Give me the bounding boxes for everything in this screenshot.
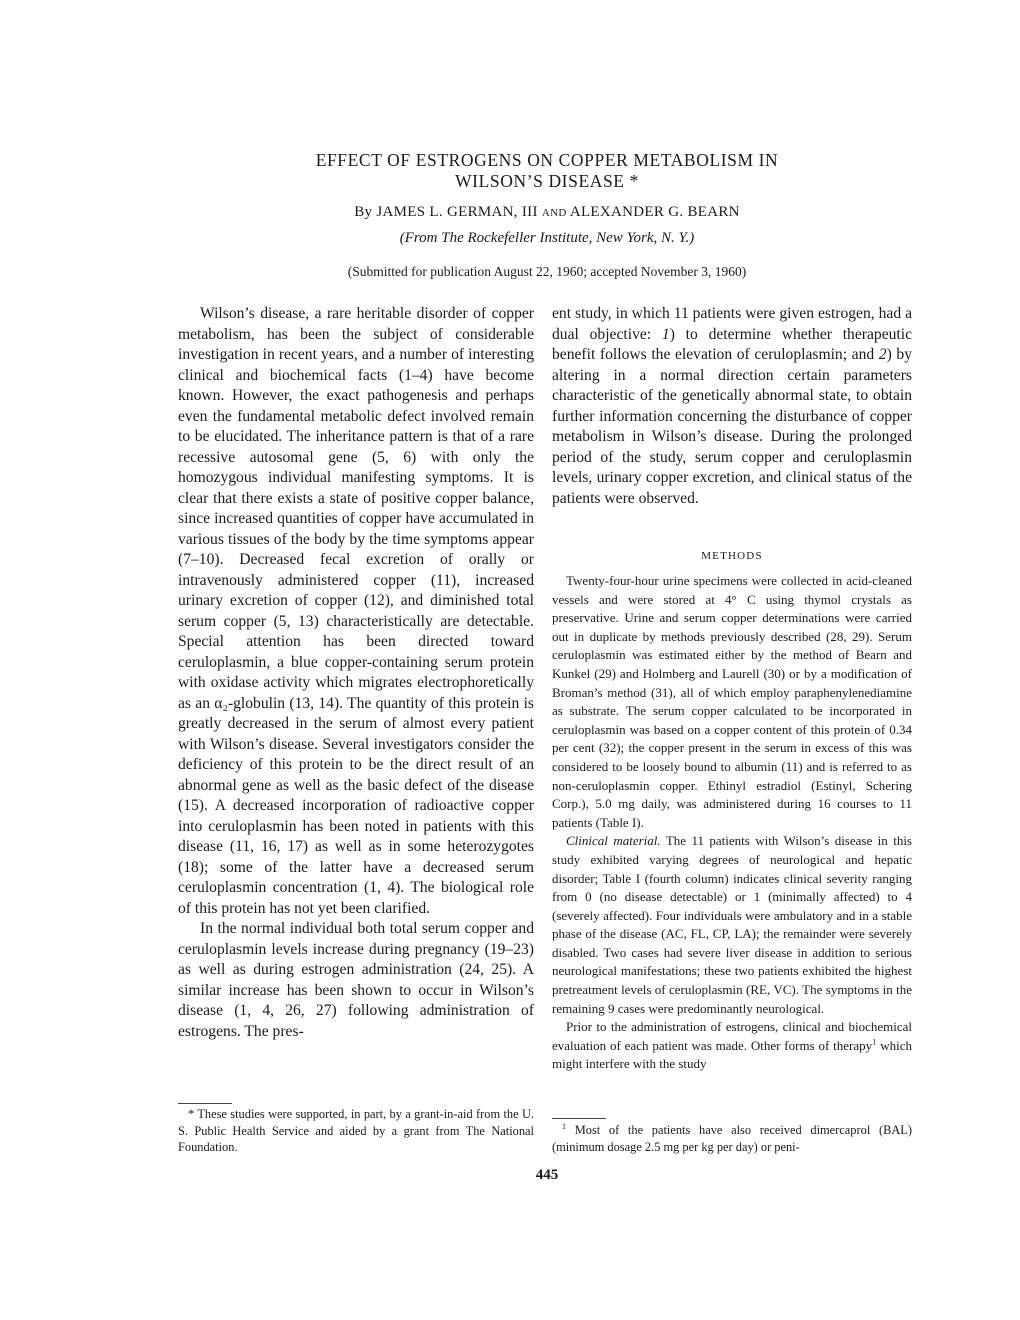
prior-text-a: Prior to the administration of estrogens, clinical and biochemical evaluation of each patient was made. Other forms of therapy xyxy=(552,1019,912,1053)
intro-paragraph-1: Wilson’s disease, a rare heritable disorder of copper metabolism, has been the subject of considerable investigation in recent years, and a number of interesting clinical and biochemical facts (1–4) have become known. However, the exact pathogenesis and perhaps even the fundamental metabolic defect involved remain to be elucidated. The inheritance pattern is that of a rare recessive autosomal gene (5, 6) with only the homozygous individual manifesting symptoms. It is clear that there exists a state of positive copper balance, since increased quantities of copper have accumulated in various tissues of the body by the time symptoms appear (7–10). Decreased fecal excretion of orally or intravenously administered copper (11), increased urinary excretion of copper (12), and diminished total serum copper (5, 13) characteristically are detectable. Special attention has been directed toward ceruloplasmin, a blue copper-containing serum protein with oxidase activity which migrates electrophoretically as an α₂-globulin (13, 14). The quantity of this protein is greatly decreased in the serum of almost every patient with Wilson’s disease. Several investigators consider the deficiency of this protein to be the direct result of an abnormal gene as well as the basic defect of the disease (15). A decreased incorporation of radioactive copper into ceruloplasmin has been noted in patients with this disease (11, 16, 17) as well as in some heterozygotes (18); some of the latter have a decreased serum ceruloplasmin concentration (1, 4). The biological role of this protein has not yet been clarified. xyxy=(178,305,534,917)
objective-number-2: 2 xyxy=(878,346,887,363)
footnote-therapy-marker: 1 xyxy=(562,1121,567,1131)
left-column xyxy=(178,304,534,1042)
prior-footnote-ref: 1 xyxy=(872,1036,877,1047)
title-line-1: EFFECT OF ESTROGENS ON COPPER METABOLISM IN xyxy=(315,150,779,170)
author-german: JAMES L. GERMAN, III xyxy=(376,204,538,220)
right-column-intro xyxy=(552,304,912,509)
prior-paragraph xyxy=(552,1018,912,1074)
clinical-material-text: The 11 patients with Wilson’s disease in this study exhibited varying degrees of neurological and hepatic disorder; Table I (fourth column) indicates clinical severity ranging from 0 (no disease detectable) or 1 (minimally affected) to 4 (severely affected). Four individuals were ambulatory and in a stable phase of the disease (AC, FL, CP, LA); the remainder were severely disabled. Two cases had severe liver disease in addition to serious neurological manifestations; these two patients exhibited the highest pretreatment levels of ceruloplasmin (RE, VC). The symptoms in the remaining 9 cases were predominantly neurological. xyxy=(552,833,912,1016)
by-word: By xyxy=(354,204,373,220)
intro-cont-b: ) to determine whether therapeutic benefit follows the elevation of ceruloplasmin; and xyxy=(552,325,912,363)
article-title xyxy=(200,150,894,192)
methods-heading: METHODS xyxy=(701,550,763,562)
clinical-material-lead: Clinical material. xyxy=(566,833,661,849)
intro-cont-c: ) by altering in a normal direction certain parameters characteristic of the genetically abnormal state, to obtain further information concerning the disturbance of copper metabolism in Wilson’s disease. During the prolonged period of the study, serum copper and ceruloplasmin levels, urinary copper excretion, and clinical status of the patients were observed. xyxy=(552,346,912,507)
methods-paragraph-1: Twenty-four-hour urine specimens were collected in acid-cleaned vessels and were stored at 4° C using thymol crystals as preservative. Urine and serum copper determinations were carried out in duplicate by methods previously described (28, 29). Serum ceruloplasmin was estimated either by the method of Bearn and Kunkel (29) and Holmberg and Laurell (30) or by a modification of Broman’s method (31), all of which employ paraphenylenediamine as substrate. The serum copper calculated to be incorporated in ceruloplasmin was based on a copper content of this protein of 0.34 per cent (32); the copper present in the serum in excess of this was considered to be loosely bound to albumin (11) and is referred to as non-ceruloplasmin copper. Ethinyl estradiol (Estinyl, Schering Corp.), 5.0 mg daily, was administered during 16 courses to 11 patients (Table I). xyxy=(552,573,912,830)
submission-dates: (Submitted for publication August 22, 1960; accepted November 3, 1960) xyxy=(347,264,747,279)
intro-paragraph-2: In the normal individual both total serum copper and ceruloplasmin levels increase during pregnancy (19–23) as well as during estrogen administration (24, 25). A similar increase has been shown to occur in Wilson’s disease (1, 4, 26, 27) following administration of estrogens. The pres- xyxy=(178,920,534,1040)
footnote-therapy-text: Most of the patients have also received dimercaprol (BAL) (minimum dosage 2.5 mg per kg per day) or peni- xyxy=(552,1123,912,1154)
footnote-funding-text: These studies were supported, in part, by a grant-in-aid from the U. S. Public Health Service and aided by a grant from The National Foundation. xyxy=(178,1107,534,1155)
title-footnote-marker: * xyxy=(624,171,639,191)
prior-text-b: which might interfere with the study xyxy=(552,1037,912,1072)
footnote-funding xyxy=(178,1106,534,1156)
footnote-therapy xyxy=(552,1122,912,1155)
methods-section xyxy=(552,572,912,1074)
clinical-material-paragraph xyxy=(552,832,912,1018)
and-word: AND xyxy=(541,207,567,219)
intro-cont-a: ent study, in which 11 patients were given estrogen, had a dual objective: xyxy=(552,305,912,343)
objective-number-1: 1 xyxy=(661,325,670,343)
footnote-divider-left xyxy=(178,1103,232,1104)
title-line-2 xyxy=(200,171,894,192)
page-number: 445 xyxy=(535,1167,559,1183)
author-bearn: ALEXANDER G. BEARN xyxy=(569,204,740,220)
affiliation: (From The Rockefeller Institute, New York, N. Y.) xyxy=(399,230,695,246)
intro-paragraph-2-continued xyxy=(552,304,912,509)
footnote-funding-marker: * xyxy=(188,1107,195,1121)
footnote-divider-right xyxy=(552,1118,606,1119)
author-byline xyxy=(200,204,894,221)
title-line-2-text: WILSON’S DISEASE xyxy=(455,171,625,191)
